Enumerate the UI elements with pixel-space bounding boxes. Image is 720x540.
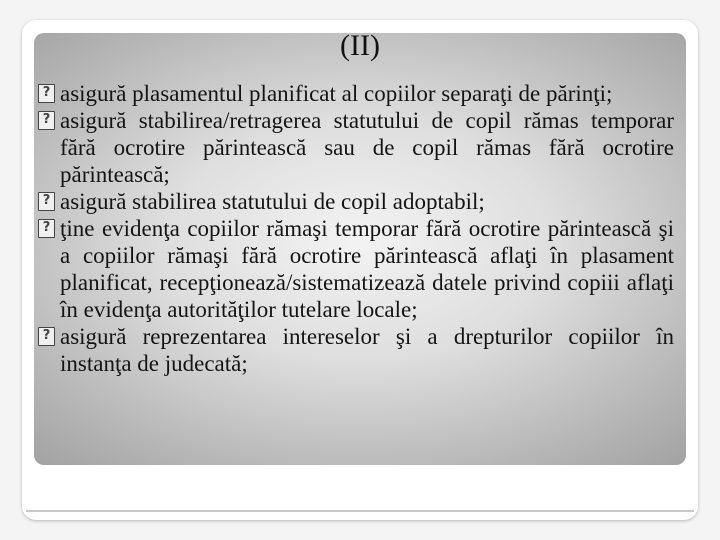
bullet-item xyxy=(38,215,674,323)
missing-glyph-icon: ? xyxy=(38,84,55,103)
missing-glyph-icon: ? xyxy=(38,111,55,130)
bullet-text: asigură stabilirea statutului de copil adoptabil; xyxy=(60,189,485,214)
bullet-item xyxy=(38,80,674,107)
slide-divider xyxy=(26,510,694,512)
bullet-list xyxy=(38,80,674,377)
bullet-text: asigură plasamentul planificat al copiilor separaţi de părinţi; xyxy=(60,81,613,106)
missing-glyph-icon: ? xyxy=(38,327,55,346)
missing-glyph-icon: ? xyxy=(38,219,55,238)
bullet-text: asigură reprezentarea intereselor şi a drepturilor copiilor în instanţa de judecată; xyxy=(60,324,674,376)
bullet-item xyxy=(38,323,674,377)
missing-glyph-icon: ? xyxy=(38,192,55,211)
slide-title: (II) xyxy=(340,29,380,62)
bullet-text: asigură stabilirea/retragerea statutului de copil rămas temporar fără ocrotire părintească sau de copil rămas fără ocrotire părintească; xyxy=(60,108,674,187)
bullet-text: ţine evidenţa copiilor rămaşi temporar fără ocrotire părintească şi a copiilor rămaşi fără ocrotire părintească aflaţi în plasament planificat, recepţionează/sistematizează datele privind copiii aflaţi în evidenţa autorităţilor tutelare locale; xyxy=(60,216,674,322)
bullet-item xyxy=(38,107,674,188)
bullet-item xyxy=(38,188,674,215)
